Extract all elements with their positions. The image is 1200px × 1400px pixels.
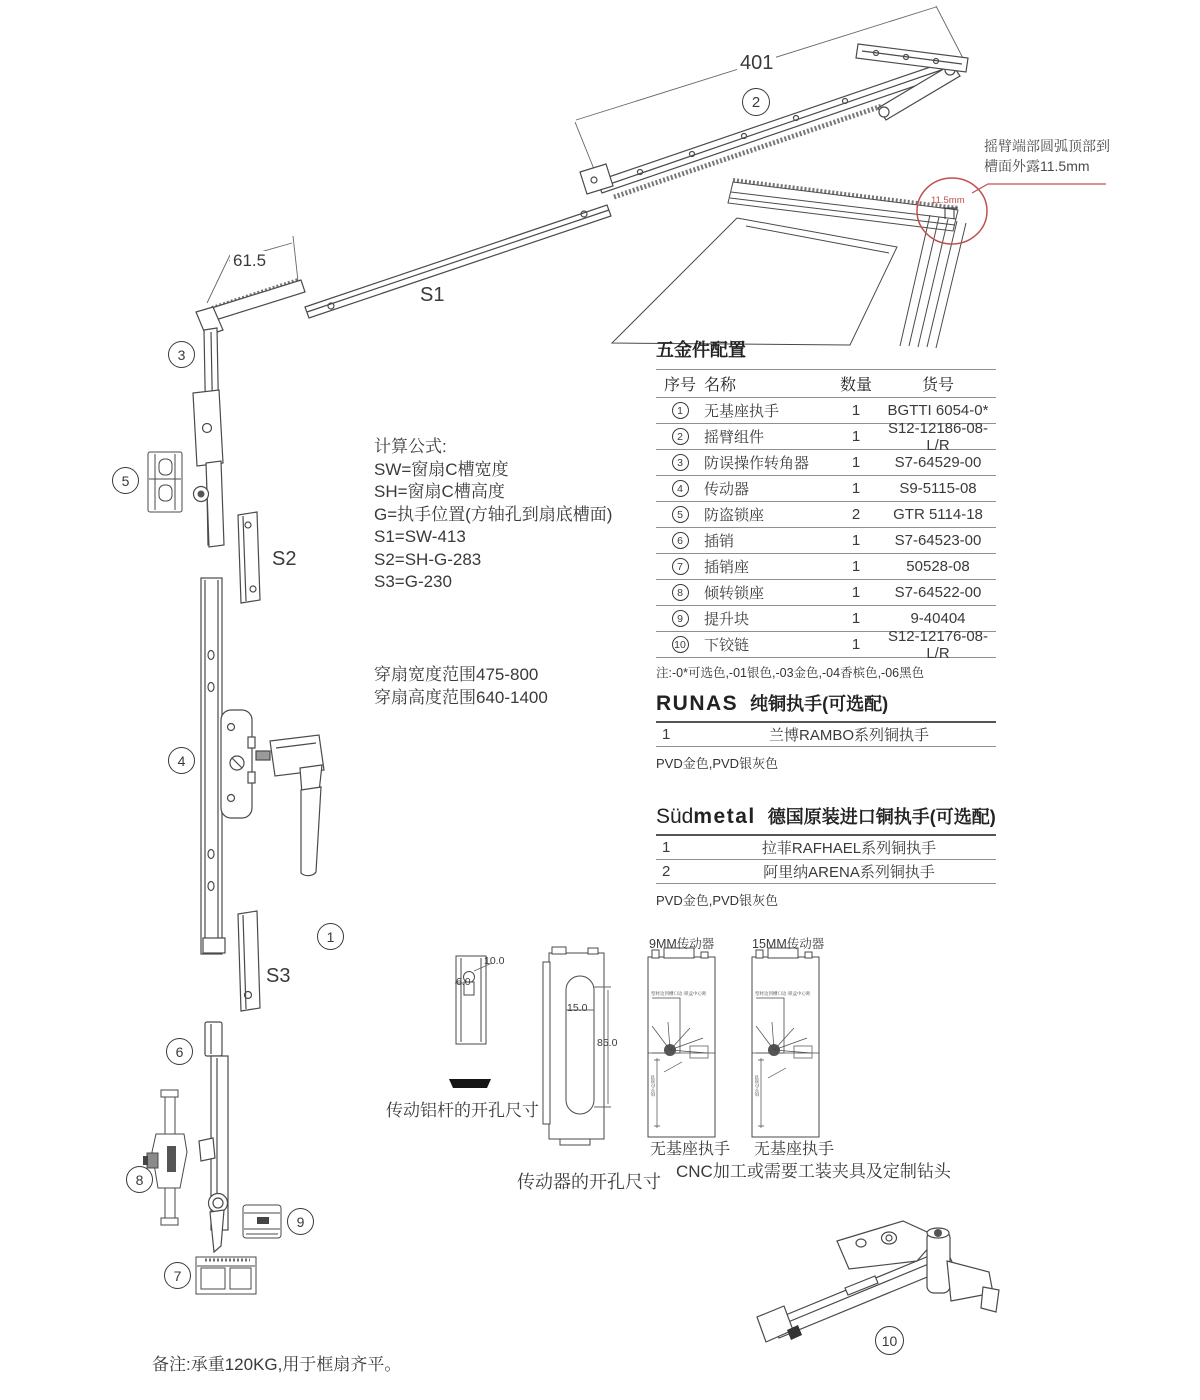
protrusion-callout (917, 178, 1106, 244)
row-qty: 1 (851, 428, 861, 445)
footer-note: 备注:承重120KG,用于框扇齐平。 (152, 1355, 402, 1374)
formula-line: G=执手位置(方轴孔到扇底槽面) (374, 504, 613, 524)
row-qty: 1 (851, 480, 861, 497)
part-number: 10 (881, 1332, 898, 1349)
runas-brand: RUNAS (656, 692, 739, 715)
part-number: 5 (121, 472, 130, 489)
row-code: S7-64529-00 (894, 454, 982, 471)
row-code: S12-12186-08-L/R (887, 419, 989, 454)
part-label-5 (112, 467, 139, 494)
part-label-7 (164, 1262, 191, 1289)
runas-finish-note: PVD金色,PVD银灰色 (656, 756, 779, 771)
template-15mm-title: 15MM传动器 (752, 937, 825, 951)
sudmetal-finish-note: PVD金色,PVD银灰色 (656, 893, 779, 908)
plate-label-s2: S2 (272, 548, 297, 570)
col-header-code: 货号 (921, 377, 954, 394)
part-label-2 (742, 88, 770, 116)
part-number: 8 (135, 1171, 144, 1188)
gear-hole-caption: 传动器的开孔尺寸 (517, 1172, 661, 1192)
template-9mm-handle-label: 无基座执手 (650, 1141, 731, 1158)
row-name: 下铰链 (704, 637, 750, 654)
arm-protrusion-note-line2: 槽面外露11.5mm (984, 158, 1090, 174)
col-header-no: 序号 (663, 377, 696, 394)
sudmetal-brand (656, 805, 756, 829)
row-qty: 1 (851, 402, 861, 419)
part-number: 3 (177, 346, 186, 363)
corner-drive-drawing (193, 236, 305, 547)
table-row (656, 476, 996, 502)
row-name: 摇臂组件 (704, 429, 765, 446)
lock-keeper-drawing (148, 452, 182, 512)
row-code: BGTTI 6054-0* (887, 402, 989, 419)
espagnolette-drawing (199, 1022, 228, 1252)
cnc-note: CNC加工或需要工装夹具及定制钻头 (676, 1162, 951, 1181)
sash-height-range: 穿扇高度范围640-1400 (374, 687, 548, 707)
row-qty: 1 (851, 454, 861, 471)
template-15mm-top-note: 型材边到槽口边·锁盒中心距 (755, 991, 811, 996)
rod-hole-caption: 传动铝杆的开孔尺寸 (386, 1101, 539, 1120)
formula-line: S2=SH-G-283 (374, 549, 482, 569)
formula-title: 计算公式: (374, 437, 447, 456)
runas-heading (656, 690, 996, 723)
template-15mm-side-note: 执手位置G (754, 1075, 759, 1097)
row-name: 防误操作转角器 (704, 455, 810, 472)
row-code: S12-12176-08-L/R (887, 627, 989, 662)
sudmetal-heading (656, 803, 996, 836)
template-9mm-top-note: 型材边到槽口边·锁盒中心距 (651, 991, 707, 996)
row-name: 无基座执手 (704, 403, 780, 420)
option-no: 1 (662, 839, 671, 856)
template-15mm-handle-label: 无基座执手 (754, 1141, 835, 1158)
protrusion-dim-tag: 11.5mm (931, 195, 965, 206)
part-label-1 (317, 923, 344, 950)
sudmetal-option-table (656, 803, 996, 909)
template-9mm-title: 9MM传动器 (649, 937, 715, 951)
row-qty: 1 (851, 610, 861, 627)
runas-title: 纯铜执手(可选配) (750, 694, 889, 714)
formula-line: S1=SW-413 (374, 527, 466, 546)
row-name: 插销 (704, 533, 735, 550)
part-label-9 (287, 1208, 314, 1235)
option-name: 阿里纳ARENA系列铜执手 (763, 864, 935, 881)
row-name: 插销座 (704, 559, 750, 576)
bottom-hinge-drawing (757, 1221, 999, 1342)
handle-drawing (256, 735, 324, 876)
option-name: 拉菲RAFHAEL系列铜执手 (761, 840, 937, 857)
part-number: 1 (326, 928, 335, 945)
row-qty: 2 (851, 506, 861, 523)
color-option-note: 注:-0*可选色,-01银色,-03金色,-04香槟色,-06黑色 (656, 666, 925, 680)
row-no: 3 (672, 454, 689, 471)
row-qty: 1 (851, 584, 861, 601)
bolt-keeper-drawing (196, 1257, 256, 1294)
table-row (656, 419, 996, 454)
table-title: 五金件配置 (656, 340, 746, 360)
row-qty: 1 (851, 532, 861, 549)
col-header-name: 名称 (704, 377, 737, 394)
part-number: 2 (751, 93, 761, 111)
table-row (656, 627, 996, 662)
rod-dim-top: 10.0 (484, 955, 505, 967)
gear-dim-height: 85.0 (597, 1037, 618, 1049)
s3-cover-drawing (238, 911, 260, 1011)
option-no: 1 (662, 726, 671, 743)
swing-arm-assembly-drawing (575, 6, 968, 197)
tilt-lock-keeper-drawing (143, 1090, 187, 1225)
part-label-10 (875, 1326, 904, 1355)
table-row (656, 450, 996, 476)
row-no: 8 (672, 584, 689, 601)
option-name: 兰博RAMBO系列铜执手 (768, 727, 929, 744)
row-name: 提升块 (704, 611, 750, 628)
s1-rail-drawing (305, 205, 611, 318)
row-no: 4 (672, 480, 689, 497)
row-name: 倾转锁座 (704, 585, 765, 602)
part-label-8 (126, 1166, 153, 1193)
row-no: 10 (672, 636, 689, 653)
s2-cover-drawing (238, 512, 260, 603)
formula-block (374, 436, 612, 594)
row-name: 防盗锁座 (704, 507, 765, 524)
table-row (656, 580, 996, 606)
dim-401: 401 (737, 52, 776, 75)
row-code: GTR 5114-18 (893, 506, 983, 523)
sash-range-block (374, 664, 548, 709)
row-code: S9-5115-08 (899, 480, 977, 497)
part-number: 6 (175, 1043, 184, 1060)
drive-bar-drawing (201, 578, 255, 954)
sudmetal-brand-light: Süd (656, 805, 694, 828)
frame-corner-drawing (612, 180, 966, 348)
lift-block-drawing (243, 1205, 281, 1238)
sudmetal-brand-bold: metal (693, 805, 756, 828)
row-no: 6 (672, 532, 689, 549)
table-row (656, 502, 996, 528)
row-qty: 1 (851, 558, 861, 575)
formula-line: SW=窗扇C槽宽度 (374, 459, 509, 479)
rail-label-s1: S1 (420, 284, 445, 306)
row-no: 1 (672, 402, 689, 419)
option-row (656, 836, 996, 860)
runas-option-table (656, 690, 996, 772)
row-no: 2 (672, 428, 689, 445)
option-no: 2 (662, 863, 671, 880)
row-no: 9 (672, 610, 689, 627)
template-9mm-side-note: 执手位置G (650, 1075, 655, 1097)
table-row (656, 554, 996, 580)
formula-line: S3=G-230 (374, 572, 452, 591)
part-number: 7 (173, 1267, 182, 1284)
row-qty: 1 (851, 636, 861, 653)
arm-protrusion-note-line1: 摇臂端部圆弧顶部到 (984, 138, 1110, 154)
row-code: S7-64523-00 (894, 532, 982, 549)
table-header-row (656, 369, 996, 398)
row-no: 7 (672, 558, 689, 575)
template-9mm-drawing (648, 948, 715, 1137)
col-header-qty: 数量 (839, 377, 872, 394)
plate-label-s3: S3 (266, 965, 291, 987)
row-code: 50528-08 (906, 558, 970, 575)
sash-width-range: 穿扇宽度范围475-800 (374, 665, 539, 684)
part-label-6 (166, 1038, 193, 1065)
rod-dim-side: 6.0 (456, 976, 471, 988)
part-label-3 (168, 341, 195, 368)
option-row (656, 860, 996, 884)
hardware-config-table (656, 336, 996, 681)
row-name: 传动器 (704, 481, 750, 498)
gear-dim-width: 15.0 (567, 1002, 588, 1014)
template-15mm-drawing (752, 948, 819, 1137)
table-row (656, 528, 996, 554)
formula-line: SH=窗扇C槽高度 (374, 482, 505, 501)
row-no: 5 (672, 506, 689, 523)
row-code: S7-64522-00 (894, 584, 982, 601)
option-row (656, 723, 996, 747)
dim-61-5: 61.5 (230, 251, 269, 271)
sudmetal-title: 德国原装进口铜执手(可选配) (767, 807, 996, 827)
part-number: 4 (177, 752, 186, 769)
row-code: 9-40404 (910, 610, 966, 627)
part-number: 9 (296, 1213, 305, 1230)
part-label-4 (168, 747, 195, 774)
